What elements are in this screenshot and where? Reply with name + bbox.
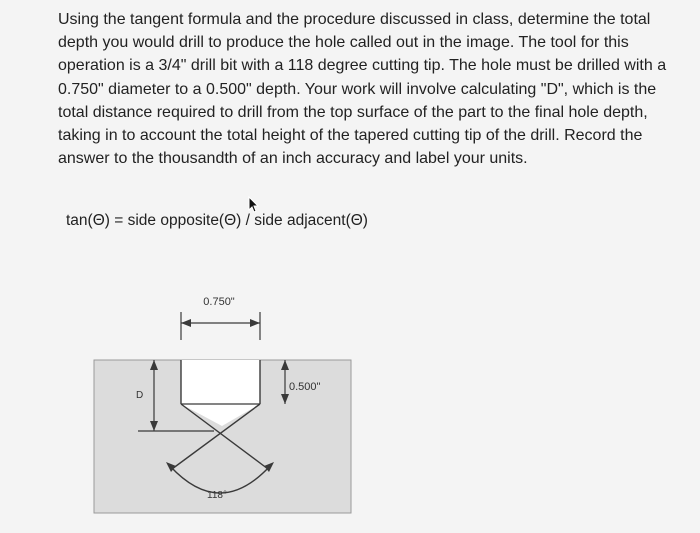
mouse-cursor-icon: [248, 196, 262, 214]
diameter-arrow-left: [181, 319, 191, 327]
diameter-label: 0.750": [203, 296, 235, 308]
depth-label: 0.500": [289, 381, 321, 393]
tangent-formula: tan(Θ) = side opposite(Θ) / side adjacent(Θ): [66, 212, 368, 229]
total-depth-label: D: [136, 390, 144, 401]
problem-statement: Using the tangent formula and the procedure discussed in class, determine the total depth you would drill to produce the hole called out in the image. The tool for this operation is a 3/4" drill bit with a 118 degree cutting tip. The hole must be drilled with a 0.750" diameter to a 0.500" depth. Your work will involve calculating "D", which is the total distance required to drill from the top surface of the part to the final hole depth, taking in to account the total height of the tapered cutting tip of the drill. Record the answer to the thousandth of an inch accuracy and label your units.: [58, 11, 667, 168]
diameter-arrow-right: [250, 319, 260, 327]
angle-label: 118°: [207, 490, 227, 501]
